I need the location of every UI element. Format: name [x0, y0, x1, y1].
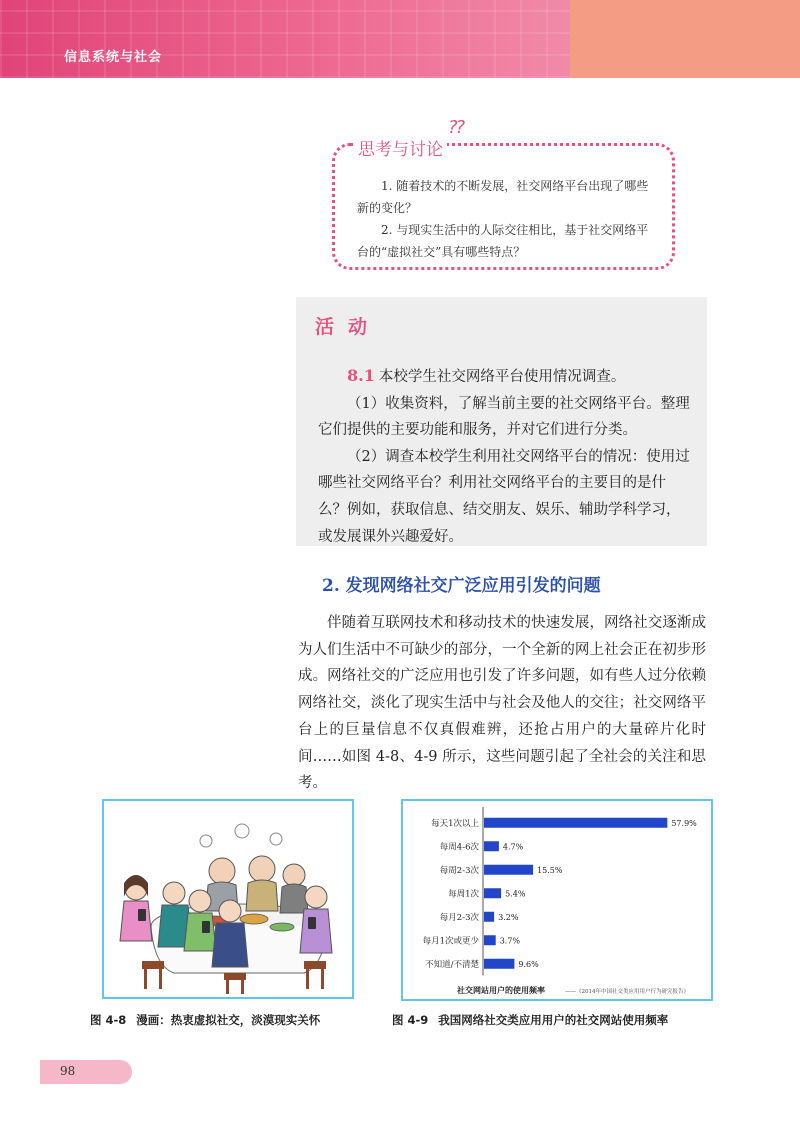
value-label: 57.9% [671, 818, 697, 828]
activity-item-1: （1）收集资料，了解当前主要的社交网络平台。整理它们提供的主要功能和服务，并对它们进行分类。 [318, 395, 690, 439]
data-bar [484, 841, 499, 851]
think-question-1: 1. 随着技术的不断发展，社交网络平台出现了哪些新的变化？ [357, 179, 649, 215]
category-label: 每周1次 [448, 889, 479, 900]
header-title: 信息系统与社会 [64, 50, 163, 65]
bar-chart-svg [403, 801, 711, 999]
activity-content [318, 363, 692, 550]
value-label: 15.5% [537, 865, 563, 875]
header-banner [0, 0, 570, 78]
cartoon-figure [102, 799, 354, 999]
category-label: 不知道/不清楚 [425, 959, 479, 970]
think-discuss-title: 思考与讨论 [356, 135, 447, 160]
data-bar [484, 935, 496, 945]
section-paragraph: 伴随着互联网技术和移动技术的快速发展，网络社交逐渐成为人们生活中不可缺少的部分，一个全新的网上社会正在初步形成。网络社交的广泛应用也引发了许多问题，如有些人过分依赖网络社交，淡化了现实生活中与社会及他人的交往；社交网络平台上的巨量信息不仅真假难辨，还抢占用户的大量碎片化时间……如图 4-8、4-9 所示，这些问题引起了全社会的关注和思考。 [298, 615, 706, 792]
value-label: 3.7% [499, 936, 521, 946]
think-question-2: 2. 与现实生活中的人际交往相比，基于社交网络平台的“虚拟社交”具有哪些特点？ [357, 223, 649, 259]
section-title: 2. 发现网络社交广泛应用引发的问题 [322, 576, 601, 596]
figure-4-8-text: 漫画：热衷虚拟社交，淡漠现实关怀 [136, 1013, 321, 1027]
figure-4-9-number: 图 4-9 [392, 1013, 429, 1027]
activity-title: 活动 [315, 316, 382, 338]
value-label: 9.6% [518, 959, 539, 969]
cartoon-illustration [104, 801, 352, 997]
page-number-tab [40, 1060, 132, 1084]
section-body [298, 610, 706, 797]
category-label: 每天1次以上 [431, 818, 479, 829]
figure-4-9-caption [392, 1012, 668, 1028]
value-label: 3.2% [498, 912, 519, 922]
activity-number: 8.1 [347, 366, 375, 385]
header-accent [570, 0, 800, 78]
think-discuss-questions [357, 175, 657, 263]
activity-item-2: （2）调查本校学生利用社交网络平台的情况：使用过哪些社交网络平台？利用社交网络平台的主要目的是什么？例如，获取信息、结交朋友、娱乐、辅助学科学习，或发展课外兴趣爱好。 [318, 448, 690, 545]
data-bar [484, 912, 494, 922]
activity-intro [318, 363, 692, 391]
category-label: 每月2-3次 [439, 912, 479, 923]
category-label: 每月1次或更少 [422, 936, 479, 947]
category-label: 每周2-3次 [439, 865, 479, 876]
usage-frequency-chart [401, 799, 713, 1001]
data-bar [484, 888, 501, 898]
page-number: 98 [60, 1064, 76, 1078]
category-label: 每周4-6次 [439, 842, 479, 853]
chart-footer: 社交网站用户的使用频率 [457, 985, 545, 995]
figure-4-9-text: 我国网络社交类应用用户的社交网站使用频率 [438, 1013, 669, 1027]
value-label: 5.4% [505, 889, 526, 899]
figure-4-8-number: 图 4-8 [90, 1013, 127, 1027]
chart-source: ——《2014年中国社交类应用用户行为研究报告》 [565, 989, 689, 995]
data-bar [484, 818, 667, 828]
value-label: 4.7% [502, 842, 524, 852]
data-bar [484, 865, 533, 875]
figure-4-8-caption [90, 1012, 320, 1028]
activity-intro-text: 本校学生社交网络平台使用情况调查。 [378, 369, 626, 385]
question-marks-icon: ?? [448, 117, 464, 138]
data-bar [484, 959, 514, 969]
